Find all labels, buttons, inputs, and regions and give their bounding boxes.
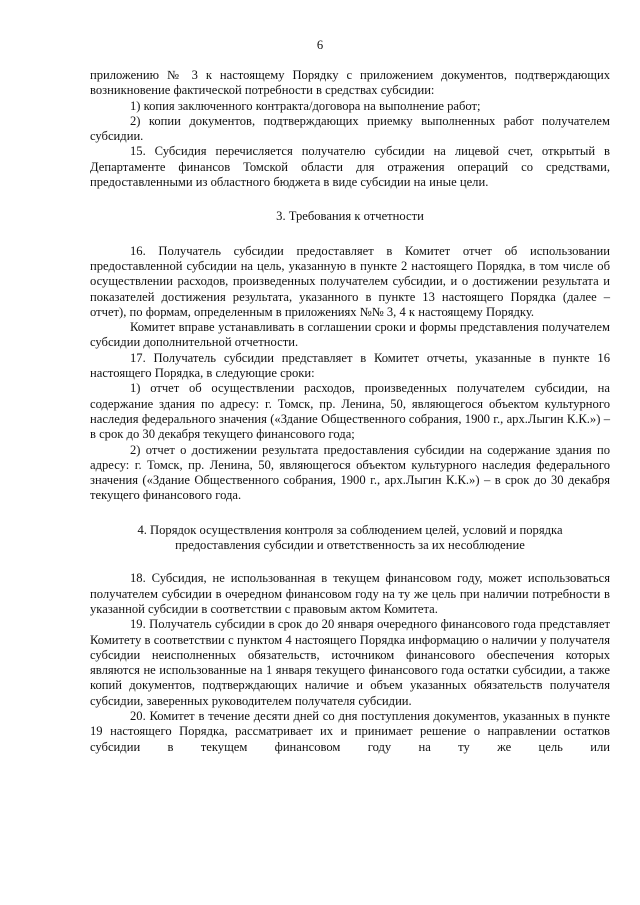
section-3-title: 3. Требования к отчетности xyxy=(276,209,424,224)
list-item-contract-copy: 1) копия заключенного контракта/договора на выполнение работ; xyxy=(130,98,481,113)
paragraph-16: 16. Получатель субсидии предоставляет в Комитет отчет об использовании предоставленной субсидии на цель, указанную в пункте 2 настоящего Порядка, в том числе об осуществлении расходов, произведенных получателем субсидии, и о достижении результата и показателей достижения результата, указанного в пункте 13 настоящего Порядка (далее – отчет), по формам, определенным в приложениях №№ 3, 4 к настоящему Порядку. xyxy=(90,243,610,319)
paragraph-15: 15. Субсидия перечисляется получателю субсидии на лицевой счет, открытый в Департаменте финансов Томской области для отражения операций со средствами, предоставленными из областного бюджета в виде субсидии на иные цели. xyxy=(90,144,610,190)
section-4-title-line-1: 4. Порядок осуществления контроля за соблюдением целей, условий и порядка xyxy=(137,522,563,537)
paragraph-19: 19. Получатель субсидии в срок до 20 января очередного финансового года представляет Комитету в соответствии с пунктом 4 настоящего Порядка информацию о наличии у получателя субсидии неисполненных обязательств, источником финансового обеспечения которых являются не использованные на 1 января текущего финансового года остатки субсидии, а также копий документов, подтверждающих наличие и объем указанных обязательств получателя субсидии, заверенных руководителем получателя субсидии. xyxy=(90,617,610,708)
list-item-result-report: 2) отчет о достижении результата предоставления субсидии на содержание здания по адресу: г. Томск, пр. Ленина, 50, являющегося объектом культурного наследия федерального значения («Здание Общественного собрания, 1900 г., арх.Лыгин К.К.») – в срок до 30 декабря текущего финансового года. xyxy=(90,442,610,503)
document-body xyxy=(90,68,610,755)
paragraph-17: 17. Получатель субсидии представляет в Комитет отчеты, указанные в пункте 16 настоящего Порядка, в следующие сроки: xyxy=(90,350,610,381)
page-number: 6 xyxy=(316,38,324,52)
paragraph-16-additional: Комитет вправе устанавливать в соглашении сроки и формы представления получателем субсидии дополнительной отчетности. xyxy=(90,320,610,350)
paragraph-18: 18. Субсидия, не использованная в текущем финансовом году, может использоваться получателем субсидии в очередном финансовом году на ту же цель при наличии потребности в указанной субсидии в соответствии с правовым актом Комитета. xyxy=(90,571,610,616)
list-item-acceptance-docs: 2) копии документов, подтверждающих приемку выполненных работ получателем субсидии. xyxy=(90,113,610,144)
list-item-expense-report: 1) отчет об осуществлении расходов, произведенных получателем субсидии, на содержание здания по адресу: г. Томск, пр. Ленина, 50, являющегося объектом культурного наследия федерального значения («Здание Общественного собрания, 1900 г., арх.Лыгин К.К.») – в срок до 30 декабря текущего финансового года; xyxy=(90,381,610,442)
paragraph-14-continuation: приложению № 3 к настоящему Порядку с приложением документов, подтверждающих возникновение фактической потребности в средствах субсидии: xyxy=(90,68,610,98)
section-4-title-line-2: предоставления субсидии и ответственность за их несоблюдение xyxy=(175,538,525,553)
paragraph-20: 20. Комитет в течение десяти дней со дня поступления документов, указанных в пункте 19 настоящего Порядка, рассматривает их и принимает решение о направлении остатков субсидии в текущем финансовом году на ту же цель или xyxy=(90,708,610,754)
section-4-title xyxy=(90,523,610,554)
